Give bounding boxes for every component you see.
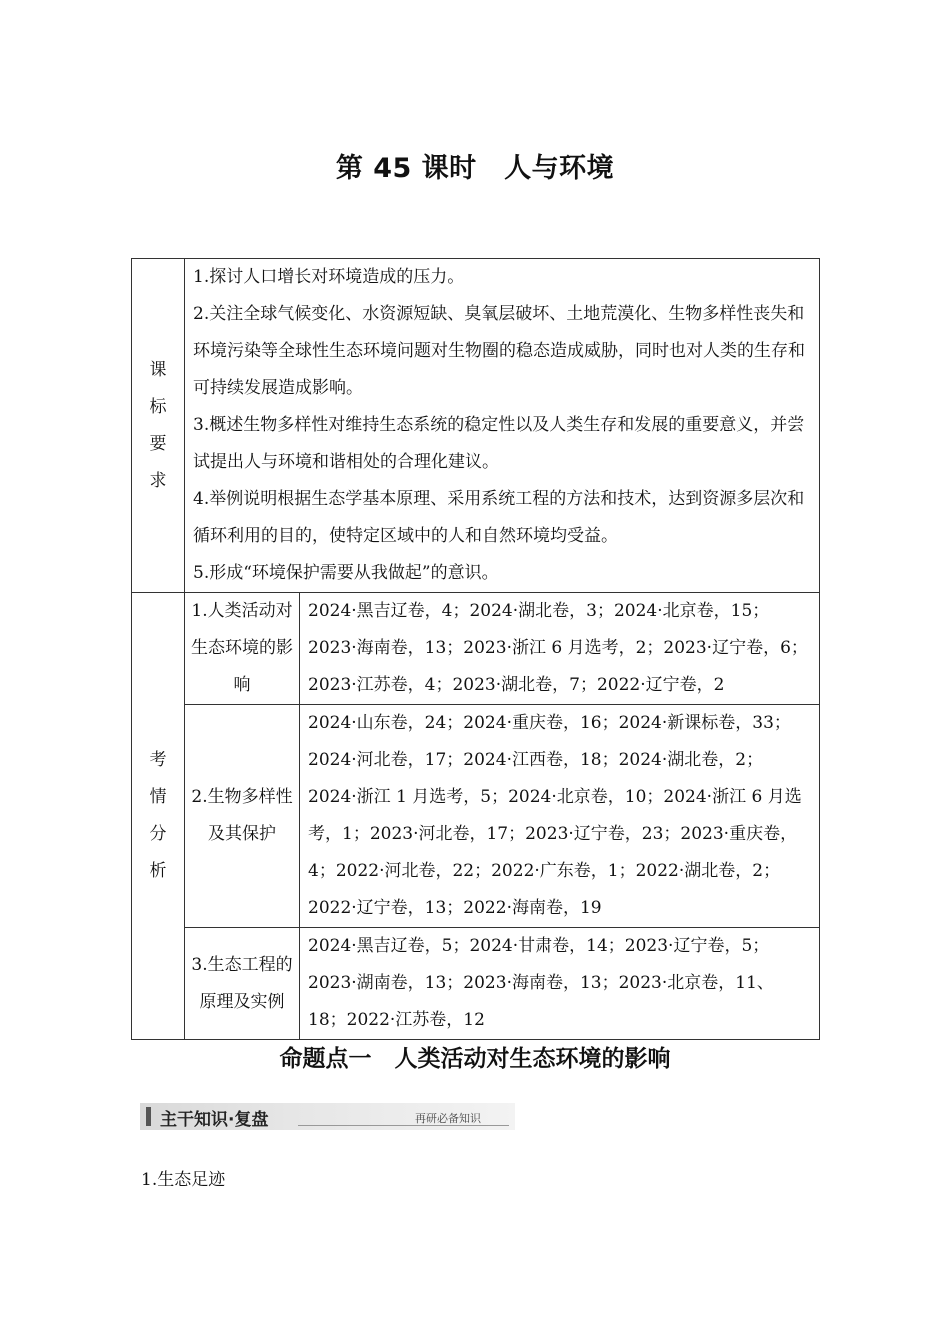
banner-subtitle: 再研必备知识 <box>415 1112 481 1125</box>
exam-label-char: 情 <box>149 787 167 807</box>
exam-analysis-label <box>132 593 185 1040</box>
exam-label-char: 考 <box>149 750 167 770</box>
exam-row <box>132 705 820 928</box>
curriculum-item: 1.探讨人口增长对环境造成的压力。 <box>193 267 465 287</box>
exam-list: 2024·黑吉辽卷，4；2024·湖北卷，3；2024·北京卷，15；2023·海南卷，13；2023·浙江 6 月选考，2；2023·辽宁卷，6；2023·江苏卷，4；2023·湖北卷，7；2022·辽宁卷，2 <box>300 593 820 705</box>
first-point-heading: 1.生态足迹 <box>141 1170 226 1190</box>
exam-row <box>132 928 820 1040</box>
curriculum-item: 3.概述生物多样性对维持生态系统的稳定性以及人类生存和发展的重要意义，并尝试提出人与环境和谐相处的合理化建议。 <box>193 415 805 472</box>
curriculum-item: 4.举例说明根据生态学基本原理、采用系统工程的方法和技术，达到资源多层次和循环利用的目的，使特定区域中的人和自然环境均受益。 <box>193 489 805 546</box>
banner-label: 主干知识·复盘 <box>160 1110 269 1130</box>
banner-bar-icon <box>146 1107 151 1126</box>
exam-topic: 2.生物多样性及其保护 <box>185 705 300 928</box>
exam-topic: 1.人类活动对生态环境的影响 <box>185 593 300 705</box>
exam-list: 2024·黑吉辽卷，5；2024·甘肃卷，14；2023·辽宁卷，5；2023·湖南卷，13；2023·海南卷，13；2023·北京卷，11、18；2022·江苏卷，12 <box>300 928 820 1040</box>
exam-topic: 3.生态工程的原理及实例 <box>185 928 300 1040</box>
exam-label-char: 析 <box>149 861 167 881</box>
curriculum-items <box>185 259 820 593</box>
curriculum-label-char: 求 <box>149 470 167 491</box>
exam-row <box>132 593 820 705</box>
curriculum-label <box>132 259 185 593</box>
exam-list: 2024·山东卷，24；2024·重庆卷，16；2024·新课标卷，33；2024·河北卷，17；2024·江西卷，18；2024·湖北卷，2；2024·浙江 1 月选考，5；2024·北京卷，10；2024·浙江 6 月选考，1；2023·河北卷，17；2023·辽宁卷，23；2023·重庆卷，4；2022·河北卷，22；2022·广东卷，1；2022·湖北卷，2；2022·辽宁卷，13；2022·海南卷，19 <box>300 705 820 928</box>
curriculum-row <box>132 259 820 593</box>
exam-label-char: 分 <box>149 824 167 844</box>
curriculum-label-char: 课 <box>149 359 167 380</box>
knowledge-review-banner <box>140 1103 515 1130</box>
section-title: 命题点一 人类活动对生态环境的影响 <box>279 1046 671 1072</box>
requirements-table <box>131 258 820 1040</box>
page-title: 第 45 课时 人与环境 <box>335 153 615 184</box>
curriculum-label-char: 标 <box>149 396 167 417</box>
curriculum-label-char: 要 <box>149 433 167 454</box>
curriculum-item: 5.形成“环境保护需要从我做起”的意识。 <box>193 563 499 583</box>
curriculum-item: 2.关注全球气候变化、水资源短缺、臭氧层破坏、土地荒漠化、生物多样性丧失和环境污染等全球性生态环境问题对生物圈的稳态造成威胁，同时也对人类的生存和可持续发展造成影响。 <box>193 304 805 398</box>
